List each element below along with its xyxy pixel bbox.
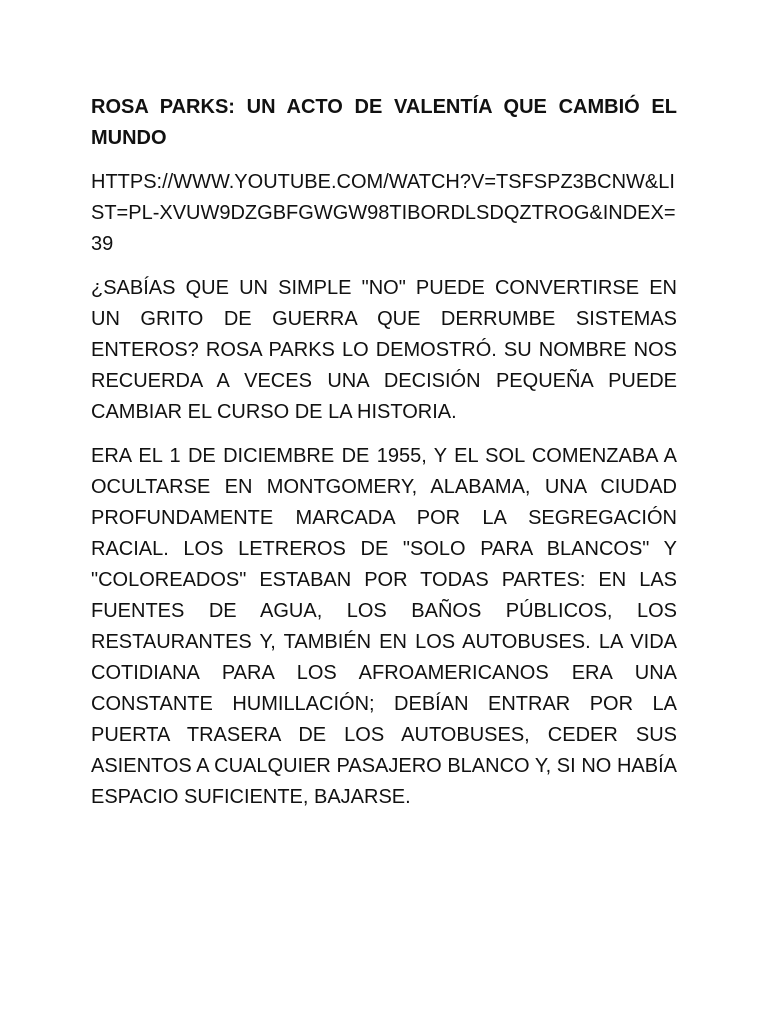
- document-title: ROSA PARKS: UN ACTO DE VALENTÍA QUE CAMBIÓ EL MUNDO: [91, 96, 677, 149]
- paragraph-history: ERA EL 1 DE DICIEMBRE DE 1955, Y EL SOL COMENZABA A OCULTARSE EN MONTGOMERY, ALABAMA, UNA CIUDAD PROFUNDAMENTE MARCADA POR LA SEGREGACIÓN RACIAL. LOS LETREROS DE "SOLO PARA BLANCOS" Y "COLOREADOS" ESTABAN POR TODAS PARTES: EN LAS FUENTES DE AGUA, LOS BAÑOS PÚBLICOS, LOS RESTAURANTES Y, TAMBIÉN EN LOS AUTOBUSES. LA VIDA COTIDIANA PARA LOS AFROAMERICANOS ERA UNA CONSTANTE HUMILLACIÓN; DEBÍAN ENTRAR POR LA PUERTA TRASERA DE LOS AUTOBUSES, CEDER SUS ASIENTOS A CUALQUIER PASAJERO BLANCO Y, SI NO HABÍA ESPACIO SUFICIENTE, BAJARSE.: [91, 445, 677, 808]
- paragraph-intro: ¿SABÍAS QUE UN SIMPLE "NO" PUEDE CONVERTIRSE EN UN GRITO DE GUERRA QUE DERRUMBE SISTEMAS ENTEROS? ROSA PARKS LO DEMOSTRÓ. SU NOMBRE NOS RECUERDA A VECES UNA DECISIÓN PEQUEÑA PUEDE CAMBIAR EL CURSO DE LA HISTORIA.: [91, 277, 677, 423]
- video-url[interactable]: HTTPS://WWW.YOUTUBE.COM/WATCH?V=TSFSPZ3BCNW&LIST=PL-XVUW9DZGBFGWGW98TIBORDLSDQZTROG&INDEX=39: [91, 171, 676, 255]
